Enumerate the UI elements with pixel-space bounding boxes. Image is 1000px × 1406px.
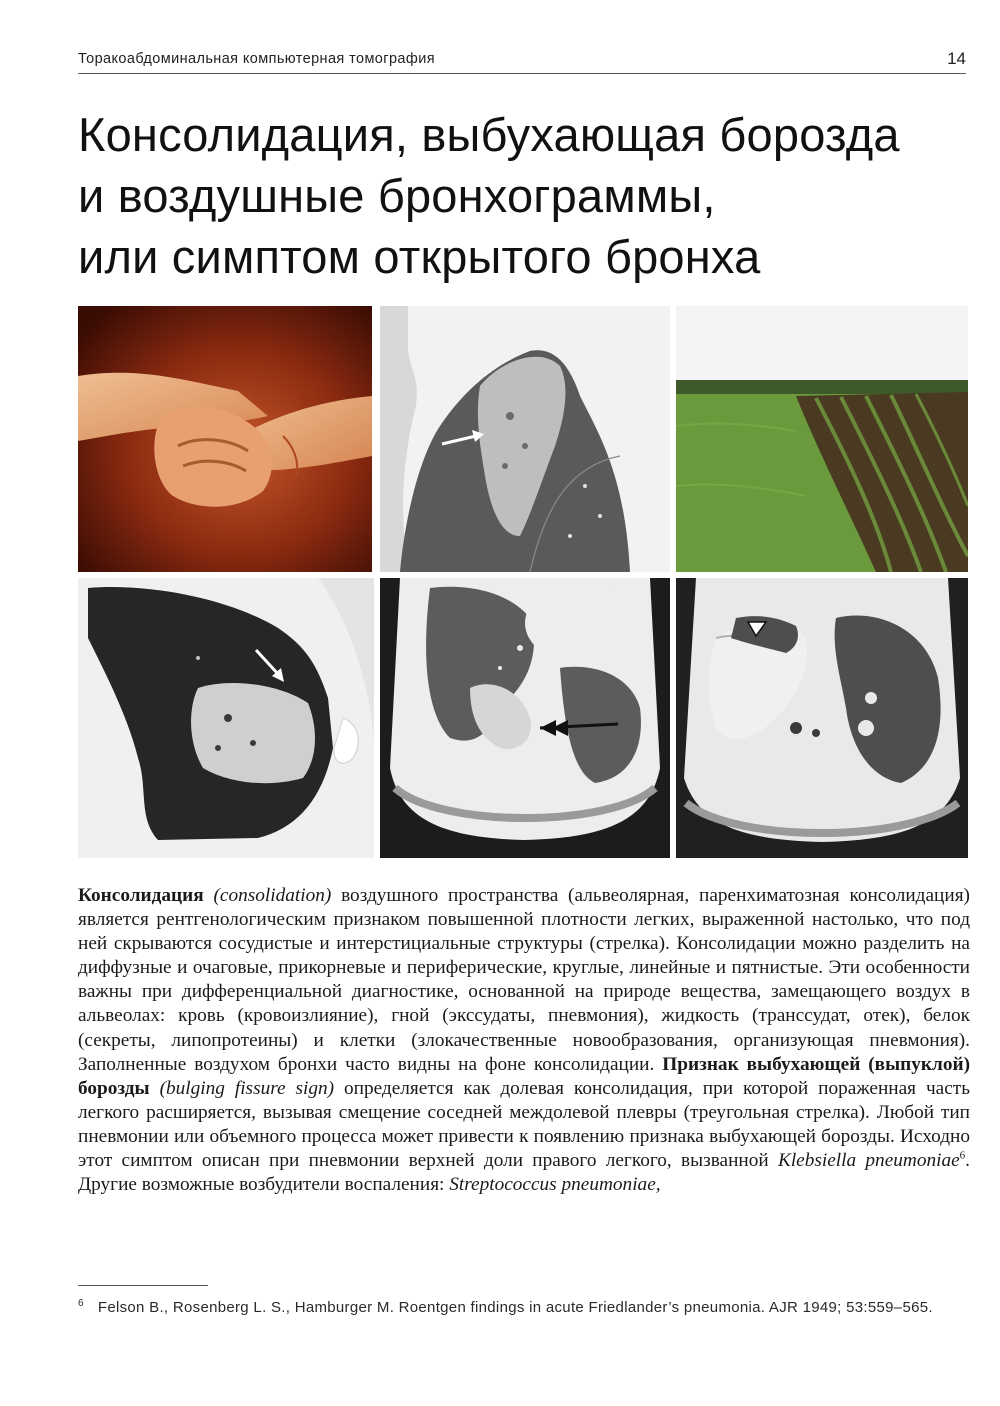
term-bulging-fissure-en: (bulging fissure sign) xyxy=(159,1077,335,1099)
figure-grid xyxy=(78,306,968,858)
chapter-title xyxy=(78,104,978,287)
body-text-run: определяется как долевая консолидация, при которой пораженная часть легкого расширяется, вызывая смещение соседней междолевой плевры (треугольная стрелка). Любой тип пневмонии или объемного процесса может привести к появлению признака выбухающей борозды. Исходно этот симптом описан при пневмонии верхней доли правого легкого, вызванной xyxy=(78,1077,970,1172)
ct-axial-air-bronchogram xyxy=(380,578,670,858)
term-consolidation: Консолидация xyxy=(78,885,204,906)
footnote-divider xyxy=(78,1285,208,1286)
term-bulging-fissure: Признак выбухающей (выпуклой) борозды xyxy=(78,1053,970,1099)
term-klebsiella: Klebsiella pneumoniae xyxy=(777,1150,960,1172)
chapter-title-line: Консолидация, выбухающая борозда xyxy=(78,108,900,161)
ct-lung-icon xyxy=(380,306,670,572)
ct-chest-icon xyxy=(676,578,968,858)
body-paragraph xyxy=(78,884,970,1197)
body-text-run: . Другие возможные возбудители воспаления: xyxy=(78,1150,970,1196)
furrows-icon xyxy=(676,306,968,572)
footnote-reference[interactable]: 6 xyxy=(959,1149,966,1162)
ct-chest-icon xyxy=(380,578,670,858)
chapter-title-line: и воздушные бронхограммы, xyxy=(78,169,716,222)
chapter-title-line: или симптом открытого бронха xyxy=(78,230,761,283)
body-text-run: воздушного пространства (альвеолярная, паренхиматозная консолидация) является рентгенологическим признаком повышенной плотности легких, выраженной настолько, что под ней скрываются сосудистые и интерстициальные структуры (стрелка). Консолидации можно разделить на диффузные и очаговые, прикорневые и периферические, круглые, линейные и пятнистые. Эти особенности важны при дифференциальной диагностике, основанной на природе вещества, замещающего воздух в альвеолах: кровь (кровоизлияние), гной (экссудаты, пневмония), жидкость (транссудат, отек), белок (секреты, липопротеины) и клетки (злокачественные новообразования, организующая пневмония). Заполненные воздухом бронхи часто видны на фоне консолидации. xyxy=(78,885,970,1075)
ct-axial-bulging-fissure xyxy=(676,578,968,858)
footnote xyxy=(78,1292,970,1320)
clasped-hands-photo xyxy=(78,306,372,572)
ct-lung-icon xyxy=(78,578,374,858)
footnote-text: Felson B., Rosenberg L. S., Hamburger M. Roentgen findings in acute Friedlander’s pneumonia. AJR 1949; 53:559–565. xyxy=(97,1299,933,1316)
page-number: 14 xyxy=(947,49,966,68)
ct-coronal-consolidation xyxy=(380,306,670,572)
running-title: Торакоабдоминальная компьютерная томография xyxy=(78,51,435,67)
running-header xyxy=(78,49,966,74)
term-streptococcus: Streptococcus pneumoniae, xyxy=(449,1174,661,1196)
term-consolidation-en: (consolidation) xyxy=(213,885,332,906)
clasped-hands-icon xyxy=(78,306,372,572)
plowed-field-photo xyxy=(676,306,968,572)
footnote-marker: 6 xyxy=(78,1298,84,1309)
ct-axial-consolidation-zoom xyxy=(78,578,374,858)
